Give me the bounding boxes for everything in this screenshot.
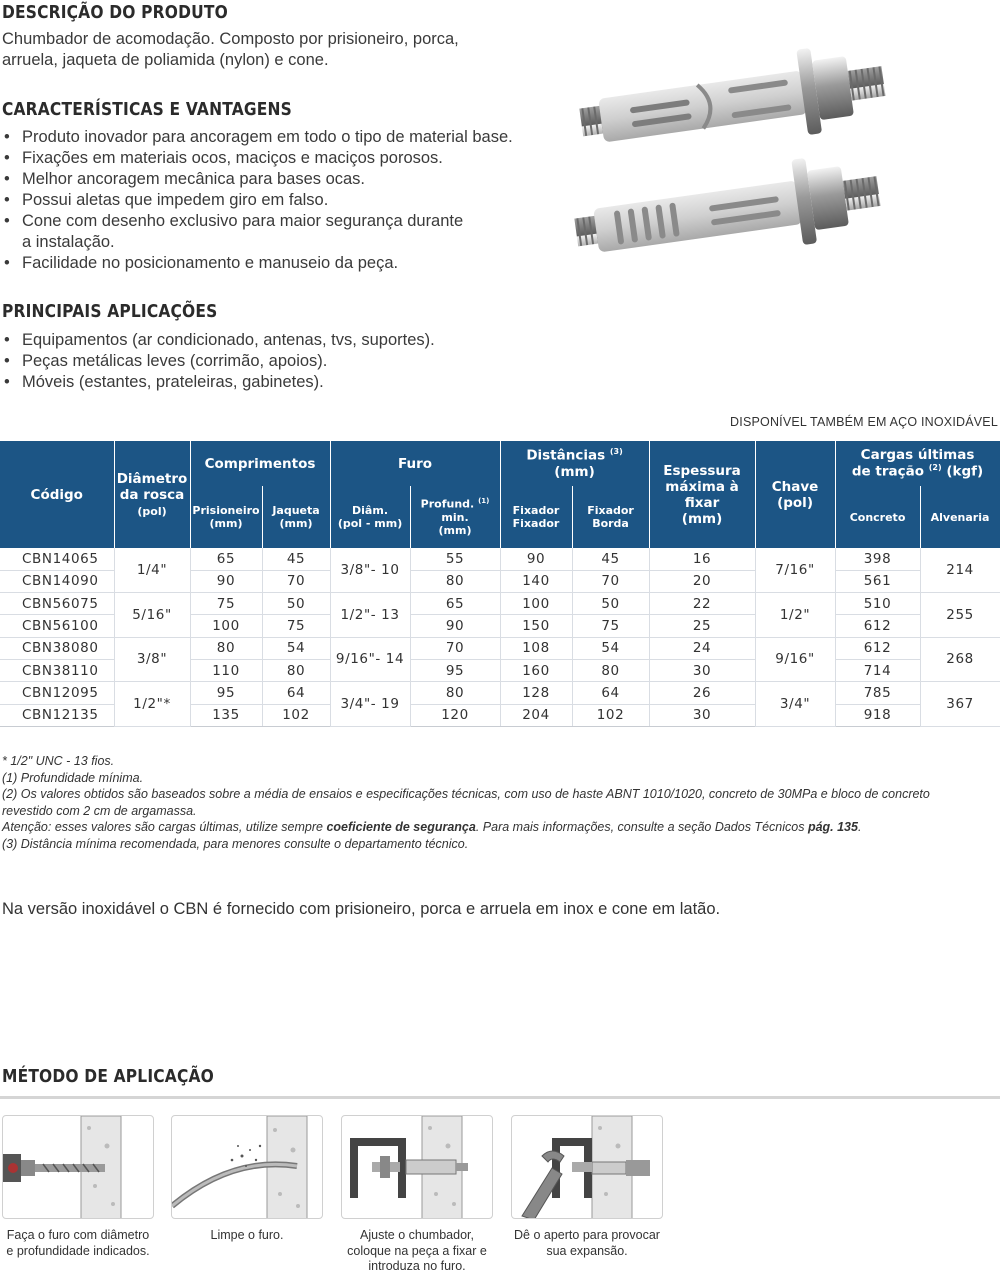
cell-prisioneiro: 95 bbox=[190, 682, 262, 704]
cell-jaqueta: 45 bbox=[262, 548, 330, 570]
header-alvenaria: Alvenaria bbox=[920, 486, 1000, 548]
step-4-caption: Dê o aperto para provocar sua expansão. bbox=[514, 1228, 660, 1258]
cell-jaqueta: 64 bbox=[262, 682, 330, 704]
list-item: • Equipamentos (ar condicionado, antenas, tvs, suportes). bbox=[4, 330, 435, 351]
step-1-illustration bbox=[2, 1115, 154, 1219]
cell-jaqueta: 102 bbox=[262, 704, 330, 726]
footnote: (2) Os valores obtidos são baseados sobre a média de ensaios e especificações técnicas, com uso de haste ABNT 1010/1020, concreto de 30MPa e bloco de concreto bbox=[2, 787, 930, 802]
inox-version-text: Na versão inoxidável o CBN é fornecido com prisioneiro, porca e arruela em inox e cone em latão. bbox=[2, 900, 721, 918]
step-2-caption: Limpe o furo. bbox=[210, 1228, 284, 1242]
cell-prisioneiro: 75 bbox=[190, 593, 262, 615]
cell-chave: 7/16" bbox=[755, 548, 835, 593]
list-item: • Facilidade no posicionamento e manuseio da peça. bbox=[4, 253, 513, 274]
cell-codigo: CBN56075 bbox=[0, 593, 114, 615]
cell-chave: 3/4" bbox=[755, 682, 835, 727]
cell-diametro: 5/16" bbox=[114, 593, 190, 638]
specs-table bbox=[0, 441, 1000, 727]
cell-concreto: 918 bbox=[835, 704, 920, 726]
cell-codigo: CBN56100 bbox=[0, 615, 114, 637]
cell-profund: 80 bbox=[410, 682, 500, 704]
anchor-bolt-icon bbox=[575, 40, 889, 166]
cell-profund: 90 bbox=[410, 615, 500, 637]
cell-fixador-fixador: 160 bbox=[500, 659, 572, 681]
footnote: (3) Distância mínima recomendada, para menores consulte o departamento técnico. bbox=[2, 836, 469, 851]
cell-alvenaria: 367 bbox=[920, 682, 1000, 727]
cell-furo: 9/16"- 14 bbox=[330, 637, 410, 682]
cell-fixador-borda: 50 bbox=[572, 593, 649, 615]
cell-prisioneiro: 100 bbox=[190, 615, 262, 637]
cell-alvenaria: 268 bbox=[920, 637, 1000, 682]
list-item: • Melhor ancoragem mecânica para bases ocas. bbox=[4, 169, 513, 190]
cell-diametro: 3/8" bbox=[114, 637, 190, 682]
cell-prisioneiro: 135 bbox=[190, 704, 262, 726]
header-concreto: Concreto bbox=[835, 486, 920, 548]
cell-jaqueta: 50 bbox=[262, 593, 330, 615]
footnote-attention: Atenção: esses valores são cargas últimas, utilize sempre coeficiente de segurança. Para mais informações, consulte a seção Dados Técnicos pág. 135. bbox=[2, 820, 862, 835]
table-header bbox=[0, 441, 1000, 548]
cell-prisioneiro: 110 bbox=[190, 659, 262, 681]
cell-profund: 65 bbox=[410, 593, 500, 615]
header-chave: Chave (pol) bbox=[755, 441, 835, 548]
header-fixador-fixador: Fixador Fixador bbox=[500, 486, 572, 548]
header-codigo: Código bbox=[0, 441, 114, 548]
anchor-bolt-icon bbox=[570, 148, 884, 265]
list-item-continuation: a instalação. bbox=[22, 233, 115, 251]
footnote: revestido com 2 cm de argamassa. bbox=[2, 803, 197, 818]
cell-jaqueta: 70 bbox=[262, 570, 330, 592]
cell-alvenaria: 255 bbox=[920, 593, 1000, 638]
inox-availability-note: DISPONÍVEL TAMBÉM EM AÇO INOXIDÁVEL bbox=[730, 415, 998, 429]
caracteristicas-list bbox=[4, 127, 513, 274]
cell-fixador-fixador: 100 bbox=[500, 593, 572, 615]
cell-chave: 1/2" bbox=[755, 593, 835, 638]
cell-jaqueta: 54 bbox=[262, 637, 330, 659]
cell-codigo: CBN14065 bbox=[0, 548, 114, 570]
cell-fixador-fixador: 150 bbox=[500, 615, 572, 637]
list-item: • Produto inovador para ancoragem em todo o tipo de material base. bbox=[4, 127, 513, 148]
table-row bbox=[0, 548, 1000, 570]
cell-prisioneiro: 65 bbox=[190, 548, 262, 570]
header-diam: Diâm. (pol - mm) bbox=[330, 486, 410, 548]
cell-profund: 80 bbox=[410, 570, 500, 592]
step-1-caption: Faça o furo com diâmetro e profundidade indicados. bbox=[6, 1228, 150, 1258]
cell-fixador-fixador: 140 bbox=[500, 570, 572, 592]
list-item: • Possui aletas que impedem giro em falso. bbox=[4, 190, 513, 211]
descricao-line-1: Chumbador de acomodação. Composto por prisioneiro, porca, bbox=[2, 30, 459, 48]
cell-prisioneiro: 80 bbox=[190, 637, 262, 659]
table-body bbox=[0, 548, 1000, 726]
header-jaqueta: Jaqueta (mm) bbox=[262, 486, 330, 548]
cell-codigo: CBN38110 bbox=[0, 659, 114, 681]
header-cargas: Cargas últimas de tração $^{(2)}$ (kgf) bbox=[835, 441, 1000, 486]
cell-concreto: 612 bbox=[835, 615, 920, 637]
descricao-text bbox=[2, 29, 459, 71]
aplicacoes-list bbox=[4, 330, 435, 393]
footnote: * 1/2" UNC - 13 fios. bbox=[2, 754, 115, 768]
header-distancias: Distâncias $^{(3)}$ (mm) bbox=[500, 441, 649, 486]
cell-profund: 120 bbox=[410, 704, 500, 726]
footnotes bbox=[2, 753, 992, 853]
cell-concreto: 785 bbox=[835, 682, 920, 704]
list-item: • Móveis (estantes, prateleiras, gabinetes). bbox=[4, 372, 435, 393]
table-row bbox=[0, 593, 1000, 615]
step-3-caption: Ajuste o chumbador, coloque na peça a fixar e introduza no furo. bbox=[347, 1228, 487, 1272]
cell-fixador-fixador: 90 bbox=[500, 548, 572, 570]
header-furo: Furo bbox=[330, 441, 500, 486]
cell-espessura: 22 bbox=[649, 593, 755, 615]
cell-fixador-fixador: 204 bbox=[500, 704, 572, 726]
table-row bbox=[0, 637, 1000, 659]
footnote: (1) Profundidade mínima. bbox=[2, 770, 144, 785]
cell-concreto: 561 bbox=[835, 570, 920, 592]
cell-profund: 55 bbox=[410, 548, 500, 570]
cell-prisioneiro: 90 bbox=[190, 570, 262, 592]
cell-concreto: 714 bbox=[835, 659, 920, 681]
cell-diametro: 1/4" bbox=[114, 548, 190, 593]
cell-fixador-borda: 64 bbox=[572, 682, 649, 704]
cell-concreto: 612 bbox=[835, 637, 920, 659]
cell-espessura: 25 bbox=[649, 615, 755, 637]
cell-profund: 95 bbox=[410, 659, 500, 681]
list-item: • Cone com desenho exclusivo para maior segurança durante bbox=[4, 211, 513, 232]
cell-fixador-borda: 102 bbox=[572, 704, 649, 726]
cell-furo: 1/2"- 13 bbox=[330, 593, 410, 638]
cell-fixador-fixador: 108 bbox=[500, 637, 572, 659]
header-diametro: Diâmetro da rosca (pol) bbox=[114, 441, 190, 548]
cell-diametro: 1/2"* bbox=[114, 682, 190, 727]
header-prisioneiro: Prisioneiro (mm) bbox=[190, 486, 262, 548]
step-3-illustration bbox=[341, 1115, 493, 1219]
cell-codigo: CBN14090 bbox=[0, 570, 114, 592]
section-title-aplicacoes: PRINCIPAIS APLICAÇÕES bbox=[2, 301, 218, 322]
table-row bbox=[0, 682, 1000, 704]
cell-jaqueta: 80 bbox=[262, 659, 330, 681]
cell-fixador-borda: 70 bbox=[572, 570, 649, 592]
cell-espessura: 16 bbox=[649, 548, 755, 570]
step-2-illustration bbox=[171, 1115, 323, 1219]
descricao-line-2: arruela, jaqueta de poliamida (nylon) e cone. bbox=[2, 51, 329, 69]
section-title-descricao: DESCRIÇÃO DO PRODUTO bbox=[2, 2, 228, 23]
header-espessura: Espessura máxima à fixar (mm) bbox=[649, 441, 755, 548]
cell-espessura: 30 bbox=[649, 704, 755, 726]
cell-espessura: 30 bbox=[649, 659, 755, 681]
step-4-illustration bbox=[511, 1115, 663, 1219]
cell-fixador-borda: 75 bbox=[572, 615, 649, 637]
section-divider bbox=[0, 1096, 1000, 1099]
cell-fixador-borda: 80 bbox=[572, 659, 649, 681]
cell-codigo: CBN12135 bbox=[0, 704, 114, 726]
header-fixador-borda: Fixador Borda bbox=[572, 486, 649, 548]
cell-espessura: 24 bbox=[649, 637, 755, 659]
product-image bbox=[570, 40, 1000, 265]
cell-concreto: 398 bbox=[835, 548, 920, 570]
cell-concreto: 510 bbox=[835, 593, 920, 615]
cell-jaqueta: 75 bbox=[262, 615, 330, 637]
cell-furo: 3/4"- 19 bbox=[330, 682, 410, 727]
cell-profund: 70 bbox=[410, 637, 500, 659]
cell-alvenaria: 214 bbox=[920, 548, 1000, 593]
list-item: • Peças metálicas leves (corrimão, apoios). bbox=[4, 351, 435, 372]
section-title-metodo: MÉTODO DE APLICAÇÃO bbox=[2, 1066, 214, 1087]
cell-fixador-fixador: 128 bbox=[500, 682, 572, 704]
cell-furo: 3/8"- 10 bbox=[330, 548, 410, 593]
header-profund: Profund. $^{(1)}$ min. (mm) bbox=[410, 486, 500, 548]
cell-chave: 9/16" bbox=[755, 637, 835, 682]
list-item: • Fixações em materiais ocos, maciços e maciços porosos. bbox=[4, 148, 513, 169]
section-title-caracteristicas: CARACTERÍSTICAS E VANTAGENS bbox=[2, 99, 292, 120]
cell-fixador-borda: 45 bbox=[572, 548, 649, 570]
cell-espessura: 26 bbox=[649, 682, 755, 704]
cell-codigo: CBN12095 bbox=[0, 682, 114, 704]
cell-fixador-borda: 54 bbox=[572, 637, 649, 659]
cell-codigo: CBN38080 bbox=[0, 637, 114, 659]
cell-espessura: 20 bbox=[649, 570, 755, 592]
header-comprimentos: Comprimentos bbox=[190, 441, 330, 486]
